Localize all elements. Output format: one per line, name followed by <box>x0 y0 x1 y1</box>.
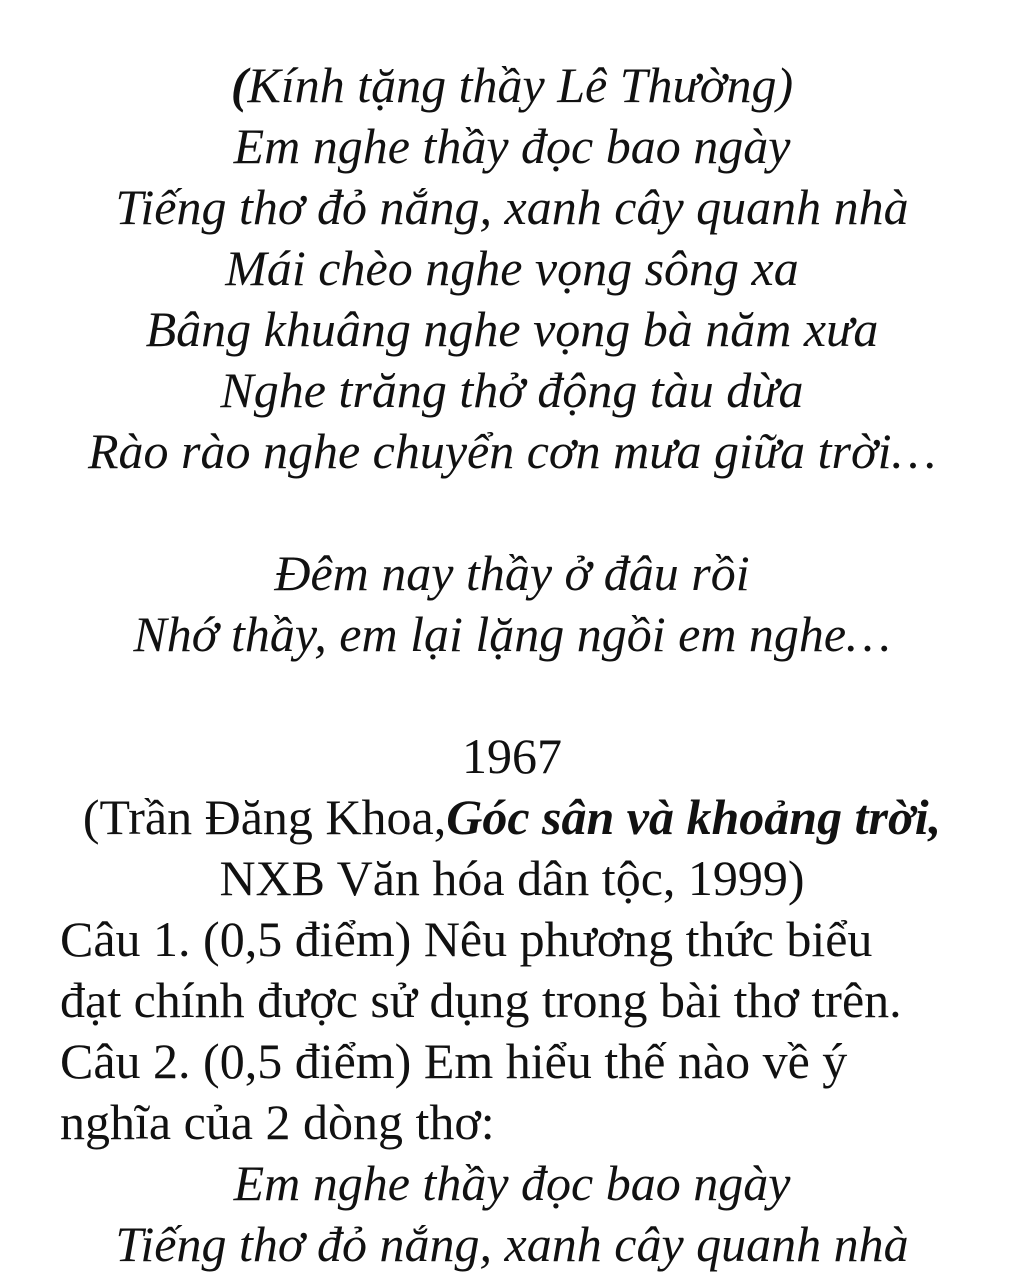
poem-year: 1967 <box>462 728 562 784</box>
question-2-line-1: Câu 2. (0,5 điểm) Em hiểu thế nào về ý <box>60 1033 848 1089</box>
poem-line: Tiếng thơ đỏ nắng, xanh cây quanh nhà <box>115 179 909 235</box>
question-1-line-1: Câu 1. (0,5 điểm) Nêu phương thức biểu <box>60 911 873 967</box>
source-book-title: Góc sân và khoảng trời, <box>446 789 942 845</box>
quoted-poem-line: Tiếng thơ đỏ nắng, xanh cây quanh nhà <box>115 1216 909 1272</box>
poem-source <box>0 786 1024 848</box>
poem-line: Nhớ thầy, em lại lặng ngồi em nghe… <box>133 606 891 662</box>
poem-dedication <box>0 54 1024 116</box>
question-2-line-2: nghĩa của 2 dòng thơ: <box>60 1094 495 1150</box>
source-prefix: (Trần Đăng Khoa, <box>82 789 447 845</box>
poem-line: Nghe trăng thở động tàu dừa <box>220 362 804 418</box>
dedication-open-paren: ( <box>230 57 248 113</box>
poem-publisher: NXB Văn hóa dân tộc, 1999) <box>219 850 805 906</box>
poem-line: Em nghe thầy đọc bao ngày <box>233 118 791 174</box>
quoted-poem-line: Em nghe thầy đọc bao ngày <box>233 1155 791 1211</box>
poem-line: Rào rào nghe chuyển cơn mưa giữa trời… <box>87 423 937 479</box>
question-1-line-2: đạt chính được sử dụng trong bài thơ trên. <box>60 972 902 1028</box>
poem-line: Đêm nay thầy ở đâu rồi <box>274 545 750 601</box>
dedication-text: Kính tặng thầy Lê Thường) <box>247 57 794 113</box>
poem-line: Bâng khuâng nghe vọng bà năm xưa <box>145 301 879 357</box>
poem-line: Mái chèo nghe vọng sông xa <box>225 240 799 296</box>
